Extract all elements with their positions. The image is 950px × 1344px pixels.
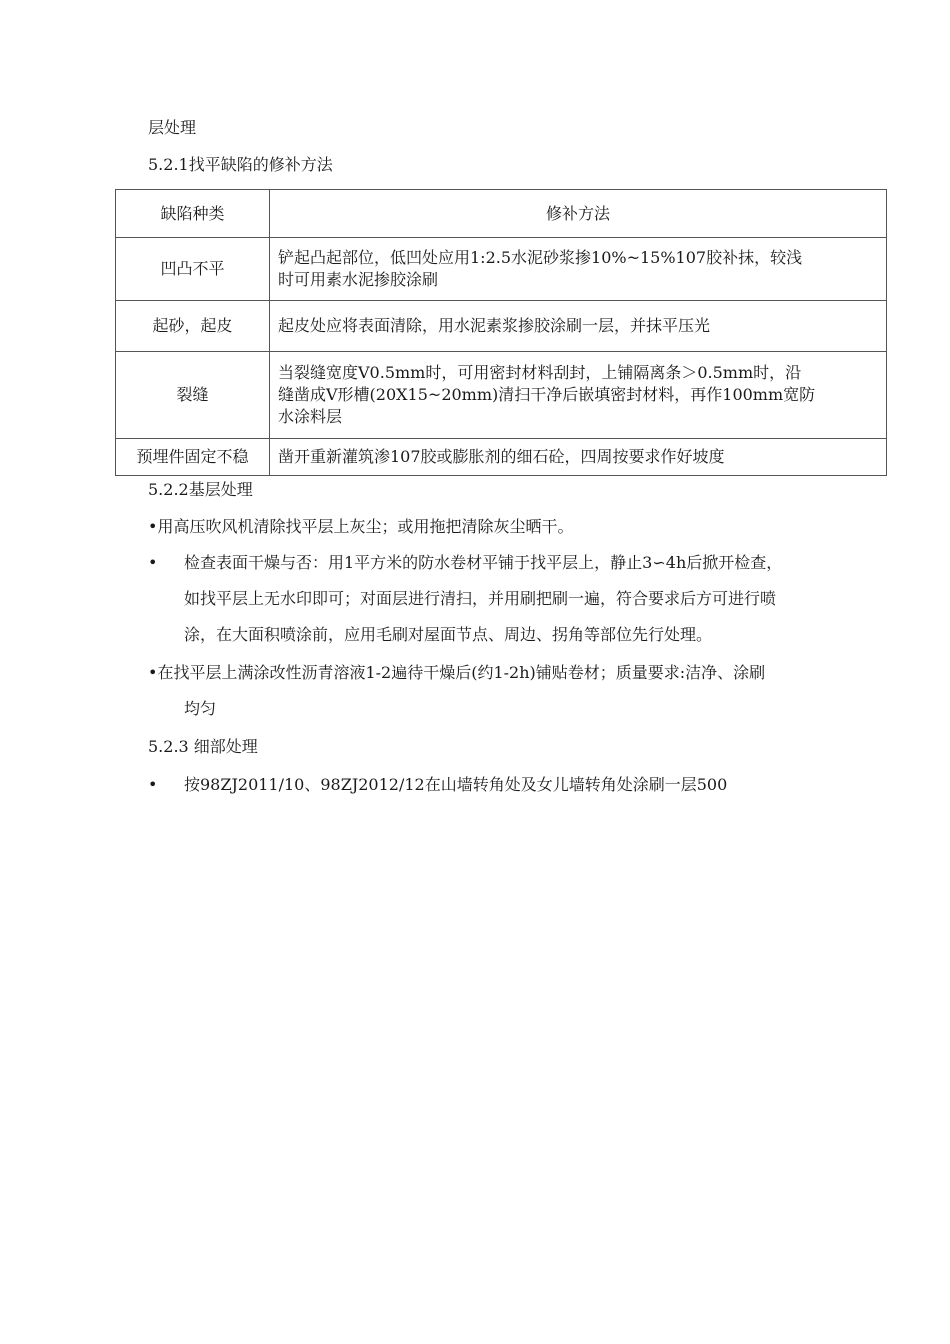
heading-continuation: 层处理 bbox=[148, 118, 197, 137]
bullet-text-line: 均匀 bbox=[184, 699, 217, 718]
table-header-row bbox=[116, 190, 887, 238]
bullet-text-line: 检查表面干燥与否：用1平方米的防水卷材平铺于找平层上，静止3∽4h后掀开检查， bbox=[184, 553, 783, 572]
defect-type-cell: 预埋件固定不稳 bbox=[116, 439, 270, 476]
bullet-text-line: 在找平层上满涂改性沥青溶液1-2遍待干燥后(约1-2h)铺贴卷材；质量要求:洁净、涂刷 bbox=[157, 663, 766, 682]
method-line: 当裂缝宽度V0.5mm时，可用密封材料刮封，上铺隔离条＞0.5mm时，沿 bbox=[278, 363, 802, 382]
method-line: 缝凿成V形槽(20X15~20mm)清扫干净后嵌填密封材料，再作100mm宽防 bbox=[278, 385, 816, 404]
bullet-marker: • bbox=[148, 517, 158, 536]
table-row bbox=[116, 301, 887, 352]
defect-repair-table bbox=[115, 189, 887, 476]
bullet-marker: • bbox=[148, 775, 158, 794]
defect-type-cell: 裂缝 bbox=[116, 352, 270, 439]
repair-method-cell bbox=[270, 439, 887, 476]
repair-method-cell bbox=[270, 238, 887, 301]
table-row bbox=[116, 352, 887, 439]
method-line: 水涂料层 bbox=[278, 407, 343, 426]
bullet-item bbox=[148, 662, 765, 684]
method-line: 起皮处应将表面清除，用水泥素浆掺胶涂刷一层，并抹平压光 bbox=[278, 316, 711, 335]
repair-method-cell bbox=[270, 352, 887, 439]
bullet-marker: • bbox=[148, 553, 158, 572]
bullet-text-line: 如找平层上无水印即可；对面层进行清扫，并用刷把刷一遍，符合要求后方可进行喷 bbox=[184, 589, 777, 608]
bullet-item bbox=[148, 516, 573, 538]
header-defect-type: 缺陷种类 bbox=[116, 190, 270, 238]
section-heading-5-2-2: 5.2.2基层处理 bbox=[148, 480, 253, 499]
method-line: 铲起凸起部位，低凹处应用1:2.5水泥砂浆掺10%~15%107胶补抹，较浅 bbox=[278, 248, 803, 267]
defect-type-cell: 起砂，起皮 bbox=[116, 301, 270, 352]
repair-method-cell bbox=[270, 301, 887, 352]
bullet-text-line: 涂，在大面积喷涂前，应用毛刷对屋面节点、周边、拐角等部位先行处理。 bbox=[184, 625, 713, 644]
table-row bbox=[116, 238, 887, 301]
bullet-text: 按98ZJ2011/10、98ZJ2012/12在山墙转角处及女儿墙转角处涂刷一层500 bbox=[184, 775, 728, 794]
bullet-text: 用高压吹风机清除找平层上灰尘；或用拖把清除灰尘晒干。 bbox=[157, 517, 574, 536]
method-line: 凿开重新灌筑渗107胶或膨胀剂的细石砼，四周按要求作好坡度 bbox=[278, 447, 725, 466]
bullet-marker: • bbox=[148, 663, 158, 682]
defect-type-cell: 凹凸不平 bbox=[116, 238, 270, 301]
header-repair-method: 修补方法 bbox=[270, 190, 887, 238]
section-heading-5-2-3: 5.2.3 细部处理 bbox=[148, 737, 258, 756]
section-heading-5-2-1: 5.2.1找平缺陷的修补方法 bbox=[148, 155, 333, 174]
method-line: 时可用素水泥掺胶涂刷 bbox=[278, 270, 439, 289]
table-row bbox=[116, 439, 887, 476]
